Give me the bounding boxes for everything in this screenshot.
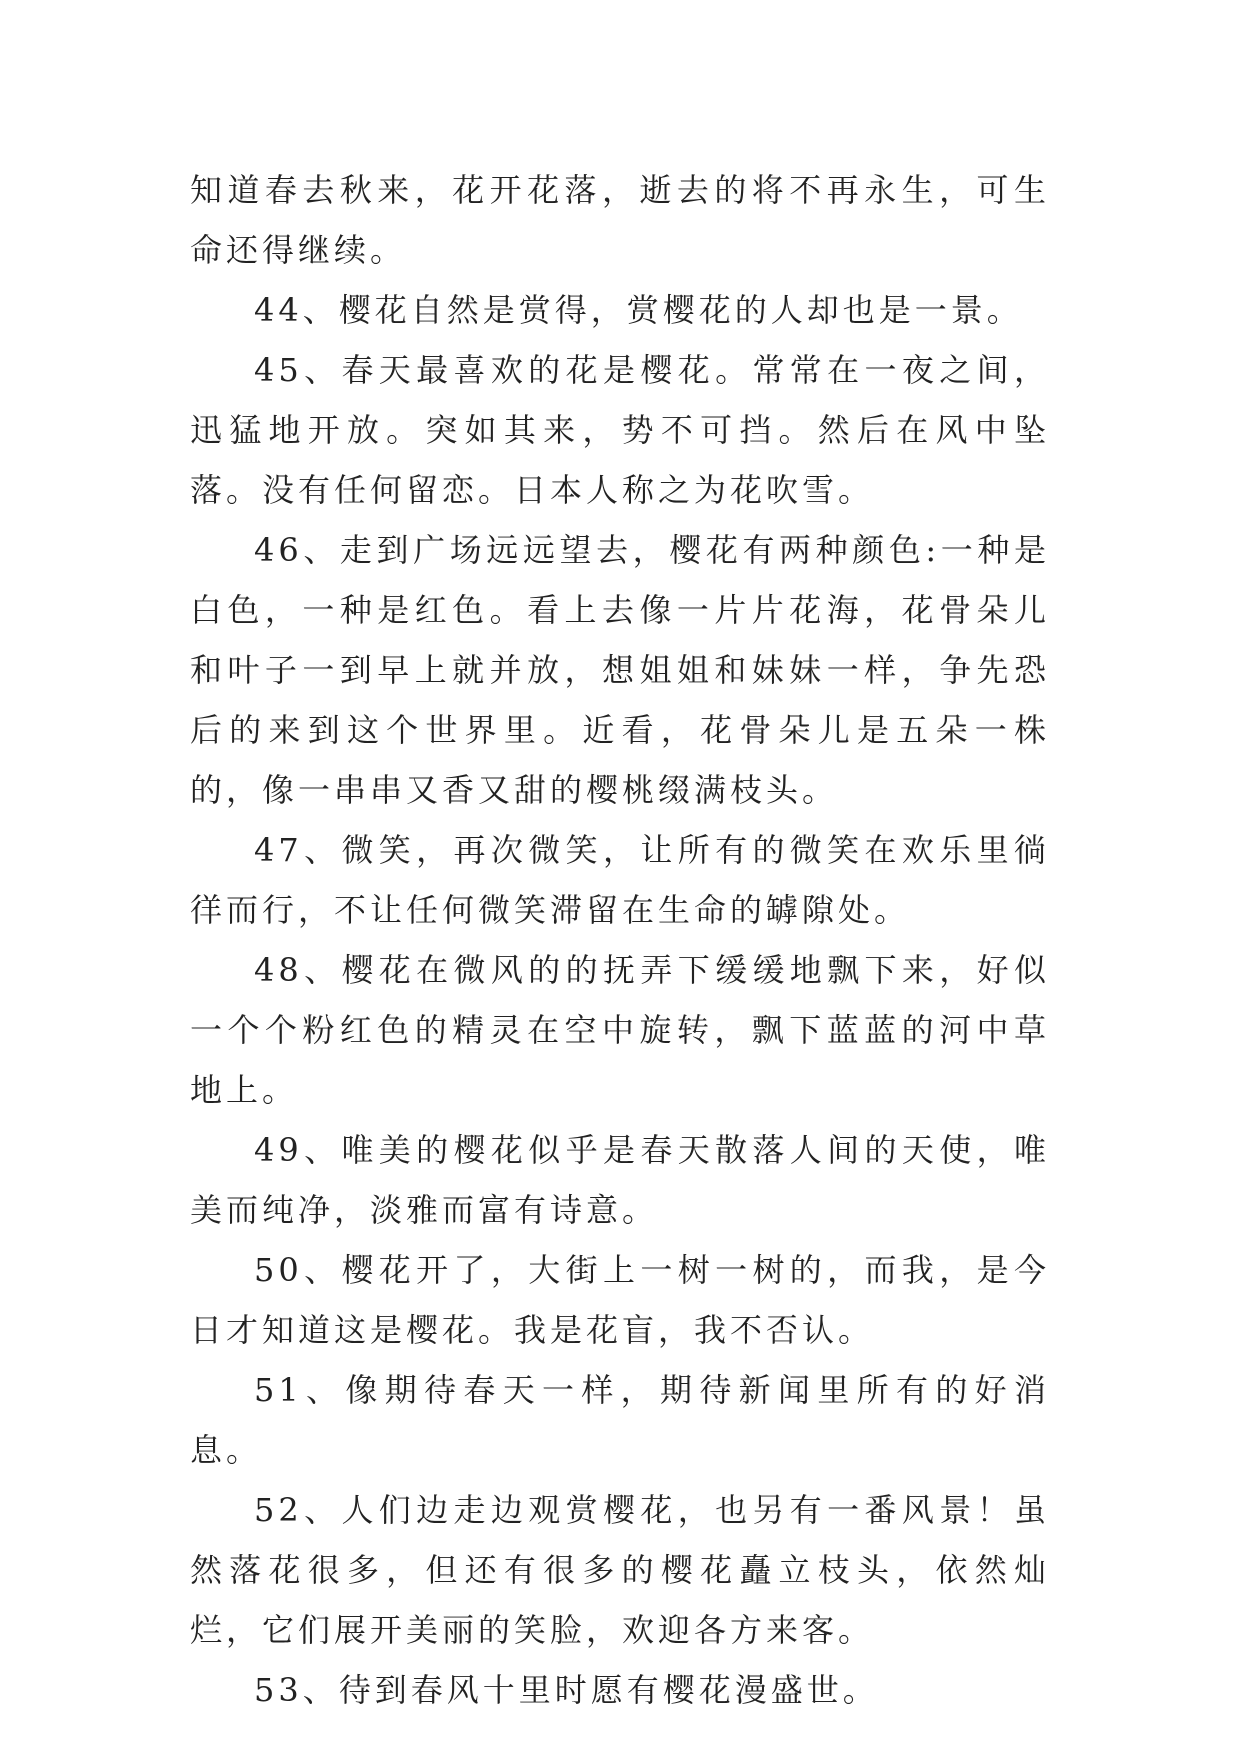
paragraph-46: 46、走到广场远远望去，樱花有两种颜色:一种是白色，一种是红色。看上去像一片片花海，花骨朵儿和叶子一到早上就并放，想姐姐和妹妹一样，争先恐后的来到这个世界里。近看，花骨朵儿是五朵一株的，像一串串又香又甜的樱桃缀满枝头。 — [190, 531, 1050, 809]
paragraph-48: 48、樱花在微风的的抚弄下缓缓地飘下来，好似一个个粉红色的精灵在空中旋转，飘下蓝蓝的河中草地上。 — [190, 951, 1050, 1109]
paragraph-53: 53、待到春风十里时愿有樱花漫盛世。 — [254, 1671, 879, 1709]
paragraph-47: 47、微笑，再次微笑，让所有的微笑在欢乐里徜徉而行，不让任何微笑滞留在生命的罅隙处。 — [190, 831, 1050, 929]
paragraph-49: 49、唯美的樱花似乎是春天散落人间的天使，唯美而纯净，淡雅而富有诗意。 — [190, 1131, 1050, 1229]
document-body — [190, 160, 1050, 1720]
paragraph-52: 52、人们边走边观赏樱花，也另有一番风景！虽然落花很多，但还有很多的樱花矗立枝头，依然灿烂，它们展开美丽的笑脸，欢迎各方来客。 — [190, 1491, 1050, 1649]
paragraph-51: 51、像期待春天一样，期待新闻里所有的好消息。 — [190, 1371, 1050, 1469]
paragraph-continuation: 知道春去秋来，花开花落，逝去的将不再永生，可生命还得继续。 — [190, 171, 1050, 269]
paragraph-45: 45、春天最喜欢的花是樱花。常常在一夜之间，迅猛地开放。突如其来，势不可挡。然后在风中坠落。没有任何留恋。日本人称之为花吹雪。 — [190, 351, 1050, 509]
paragraph-50: 50、樱花开了，大街上一树一树的，而我，是今日才知道这是樱花。我是花盲，我不否认。 — [190, 1251, 1050, 1349]
paragraph-44: 44、樱花自然是赏得，赏樱花的人却也是一景。 — [254, 291, 1023, 329]
